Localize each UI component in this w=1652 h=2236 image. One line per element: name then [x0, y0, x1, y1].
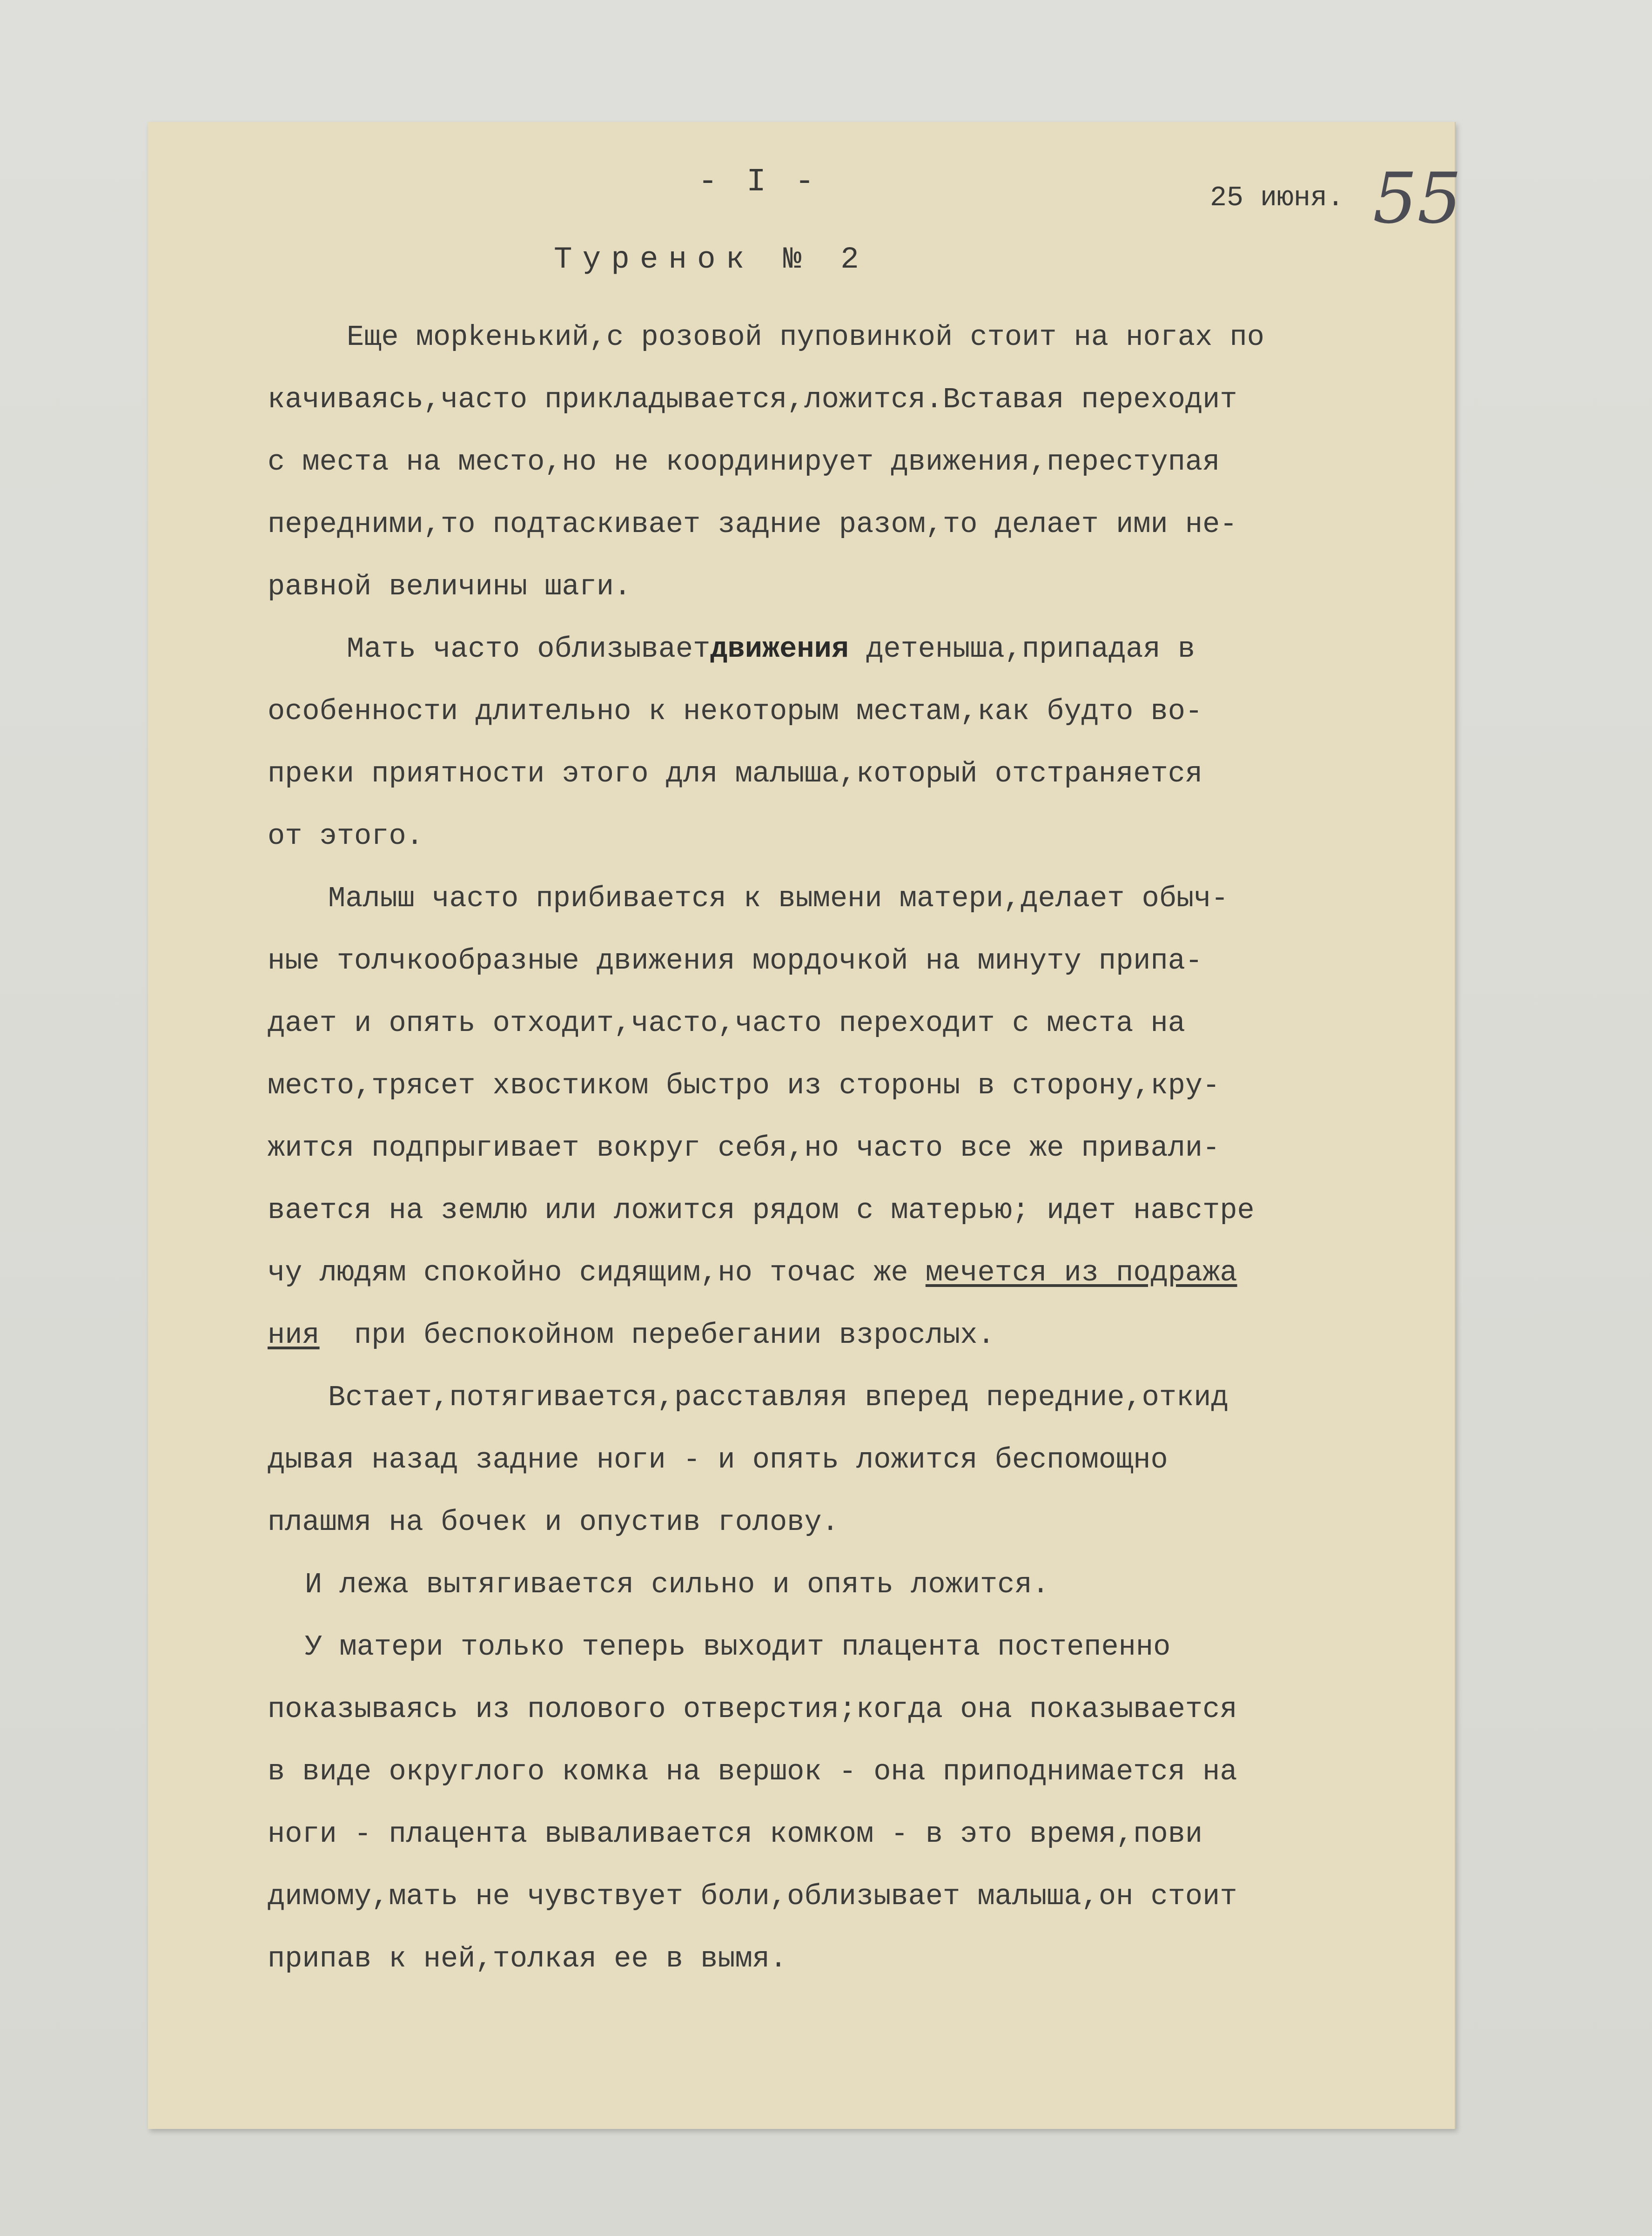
text-line: с места на место,но не координирует движения,переступая — [268, 445, 1220, 478]
text-segment: детеныша,припадая в — [848, 633, 1195, 666]
text-line: преки приятности этого для малыша,который отстраняется — [268, 757, 1203, 790]
page-number: - I - — [698, 164, 819, 201]
handwritten-folio-number: 55 — [1373, 158, 1462, 239]
text-line: ные толчкообразные движения мордочкой на минуту припа- — [268, 944, 1203, 977]
text-line: димому,мать не чувствует боли,облизывает малыша,он стоит — [268, 1880, 1237, 1913]
text-line — [268, 618, 1459, 680]
text-line: Малыш часто прибивается к вымени матери,делает обыч- — [328, 882, 1229, 915]
text-line: Встает,потягивается,расставляя вперед передние,откид — [328, 1381, 1229, 1414]
text-line: припав к ней,толкая ее в вымя. — [268, 1942, 787, 1975]
text-line: дает и опять отходит,часто,часто переходит с места на — [268, 1007, 1185, 1040]
date: 25 июня. — [1210, 182, 1344, 214]
text-line: особенности длительно к некоторым местам,как будто во- — [268, 695, 1203, 728]
document-title: Туренок № 2 — [554, 242, 869, 277]
text-line — [268, 1304, 1459, 1367]
text-line: показываясь из полового отверстия;когда она показывается — [268, 1693, 1237, 1726]
document-body — [268, 306, 1459, 1990]
text-line: место,трясет хвостиком быстро из стороны в сторону,кру- — [268, 1069, 1220, 1102]
text-line: И лежа вытягивается сильно и опять ложится. — [305, 1568, 1049, 1601]
text-line: плашмя на бочек и опустив голову. — [268, 1506, 839, 1539]
text-segment: чу людям спокойно сидящим,но точас же — [268, 1256, 926, 1289]
text-line: в виде округлого комка на вершок - она приподнимается на — [268, 1755, 1237, 1788]
text-line: У матери только теперь выходит плацента постепенно — [305, 1630, 1171, 1664]
text-segment: Мать часто облизывает — [347, 633, 711, 666]
text-line: вается на землю или ложится рядом с матерью; идет навстре — [268, 1194, 1255, 1227]
struck-over-word: движения — [710, 633, 849, 666]
underlined-phrase: мечется из подража — [925, 1256, 1237, 1289]
text-line: дывая назад задние ноги - и опять ложится беспомощно — [268, 1443, 1168, 1476]
underlined-phrase: ния — [268, 1319, 320, 1352]
text-line: равной величины шаги. — [268, 570, 631, 603]
text-line: жится подпрыгивает вокруг себя,но часто все же привали- — [268, 1131, 1220, 1165]
text-line: от этого. — [268, 820, 423, 853]
text-segment: при беспокойном перебегании взрослых. — [319, 1319, 995, 1352]
text-line: ноги - плацента вываливается комком - в это время,пови — [268, 1818, 1203, 1851]
text-line: качиваясь,часто прикладывается,ложится.Вставая переходит — [268, 383, 1237, 416]
text-line: передними,то подтаскивает задние разом,то делает ими не- — [268, 508, 1237, 541]
text-line — [268, 1242, 1459, 1304]
text-line: Еще морkенький,с розовой пуповинкой стоит на ногах по — [347, 321, 1264, 354]
